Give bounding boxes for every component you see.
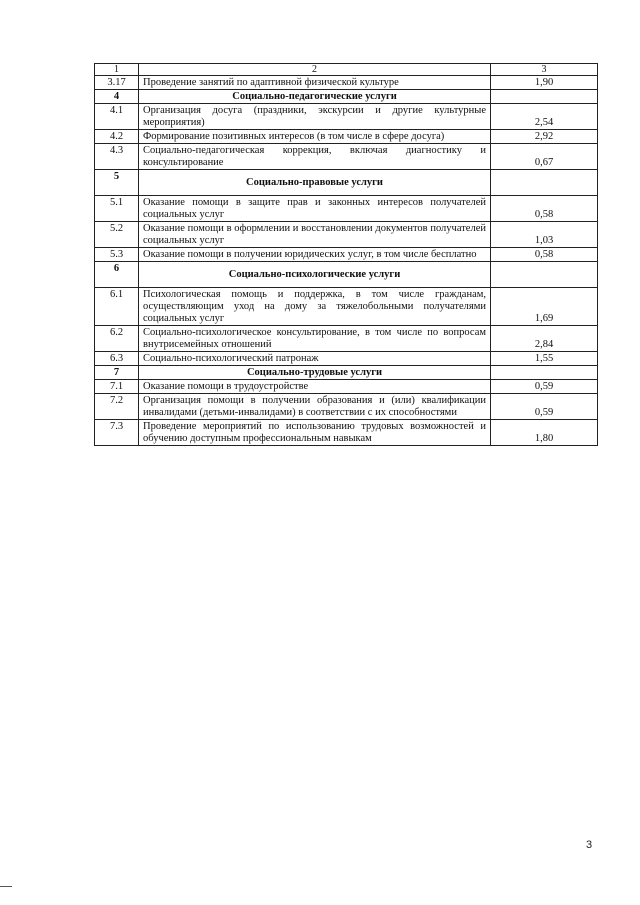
service-value <box>491 262 598 288</box>
row-number: 7 <box>95 366 139 380</box>
row-number: 3.17 <box>95 76 139 90</box>
row-number: 6.2 <box>95 326 139 352</box>
service-value: 0,59 <box>491 380 598 394</box>
row-number: 4.3 <box>95 144 139 170</box>
row-number: 4 <box>95 90 139 104</box>
row-number: 7.1 <box>95 380 139 394</box>
service-name: Оказание помощи в защите прав и законных интересов получателей социальных услуг <box>139 196 491 222</box>
row-number: 5.1 <box>95 196 139 222</box>
row-number: 4.1 <box>95 104 139 130</box>
table-header-row <box>95 64 598 76</box>
section-row <box>95 366 598 380</box>
service-name: Проведение мероприятий по использованию трудовых возможностей и обучению доступным профессиональным навыкам <box>139 420 491 446</box>
section-title: Социально-психологические услуги <box>139 262 491 288</box>
table-row <box>95 104 598 130</box>
section-title: Социально-трудовые услуги <box>139 366 491 380</box>
table-row <box>95 144 598 170</box>
service-value <box>491 170 598 196</box>
service-name: Организация досуга (праздники, экскурсии и другие культурные мероприятия) <box>139 104 491 130</box>
row-number: 5.3 <box>95 248 139 262</box>
header-col-1: 1 <box>95 64 139 76</box>
services-table <box>94 63 598 446</box>
section-row <box>95 262 598 288</box>
table-row <box>95 380 598 394</box>
service-name: Социально-психологический патронаж <box>139 352 491 366</box>
service-name: Оказание помощи в оформлении и восстановлении документов получателей социальных услуг <box>139 222 491 248</box>
table-row <box>95 248 598 262</box>
table-row <box>95 420 598 446</box>
service-value: 1,55 <box>491 352 598 366</box>
table-row <box>95 196 598 222</box>
row-number: 6 <box>95 262 139 288</box>
service-name: Оказание помощи в трудоустройстве <box>139 380 491 394</box>
table-row <box>95 222 598 248</box>
header-col-2: 2 <box>139 64 491 76</box>
service-value: 0,67 <box>491 144 598 170</box>
service-value: 1,03 <box>491 222 598 248</box>
service-name: Социально-педагогическая коррекция, включая диагностику и консультирование <box>139 144 491 170</box>
row-number: 4.2 <box>95 130 139 144</box>
service-value: 1,90 <box>491 76 598 90</box>
table-row <box>95 326 598 352</box>
service-value: 0,59 <box>491 394 598 420</box>
service-name: Психологическая помощь и поддержка, в том числе гражданам, осуществляющим уход на дому за тяжелобольными получателями социальных услуг <box>139 288 491 326</box>
table-row <box>95 130 598 144</box>
service-value: 2,92 <box>491 130 598 144</box>
service-value: 2,54 <box>491 104 598 130</box>
row-number: 5 <box>95 170 139 196</box>
service-value <box>491 366 598 380</box>
row-number: 5.2 <box>95 222 139 248</box>
table-row <box>95 76 598 90</box>
table-row <box>95 394 598 420</box>
row-number: 6.3 <box>95 352 139 366</box>
header-col-3: 3 <box>491 64 598 76</box>
table-row <box>95 352 598 366</box>
service-name: Проведение занятий по адаптивной физической культуре <box>139 76 491 90</box>
row-number: 7.2 <box>95 394 139 420</box>
row-number: 6.1 <box>95 288 139 326</box>
services-table-body <box>95 64 598 446</box>
table-row <box>95 288 598 326</box>
service-value: 1,69 <box>491 288 598 326</box>
service-name: Формирование позитивных интересов (в том числе в сфере досуга) <box>139 130 491 144</box>
page-number: 3 <box>586 839 593 851</box>
service-value: 0,58 <box>491 248 598 262</box>
row-number: 7.3 <box>95 420 139 446</box>
section-title: Социально-правовые услуги <box>139 170 491 196</box>
service-value: 1,80 <box>491 420 598 446</box>
service-value: 2,84 <box>491 326 598 352</box>
service-name: Оказание помощи в получении юридических услуг, в том числе бесплатно <box>139 248 491 262</box>
margin-mark <box>0 886 12 887</box>
section-row <box>95 90 598 104</box>
section-title: Социально-педагогические услуги <box>139 90 491 104</box>
service-value <box>491 90 598 104</box>
service-value: 0,58 <box>491 196 598 222</box>
section-row <box>95 170 598 196</box>
service-name: Организация помощи в получении образования и (или) квалификации инвалидами (детьми-инвалидами) в соответствии с их способностями <box>139 394 491 420</box>
service-name: Социально-психологическое консультирование, в том числе по вопросам внутрисемейных отношений <box>139 326 491 352</box>
